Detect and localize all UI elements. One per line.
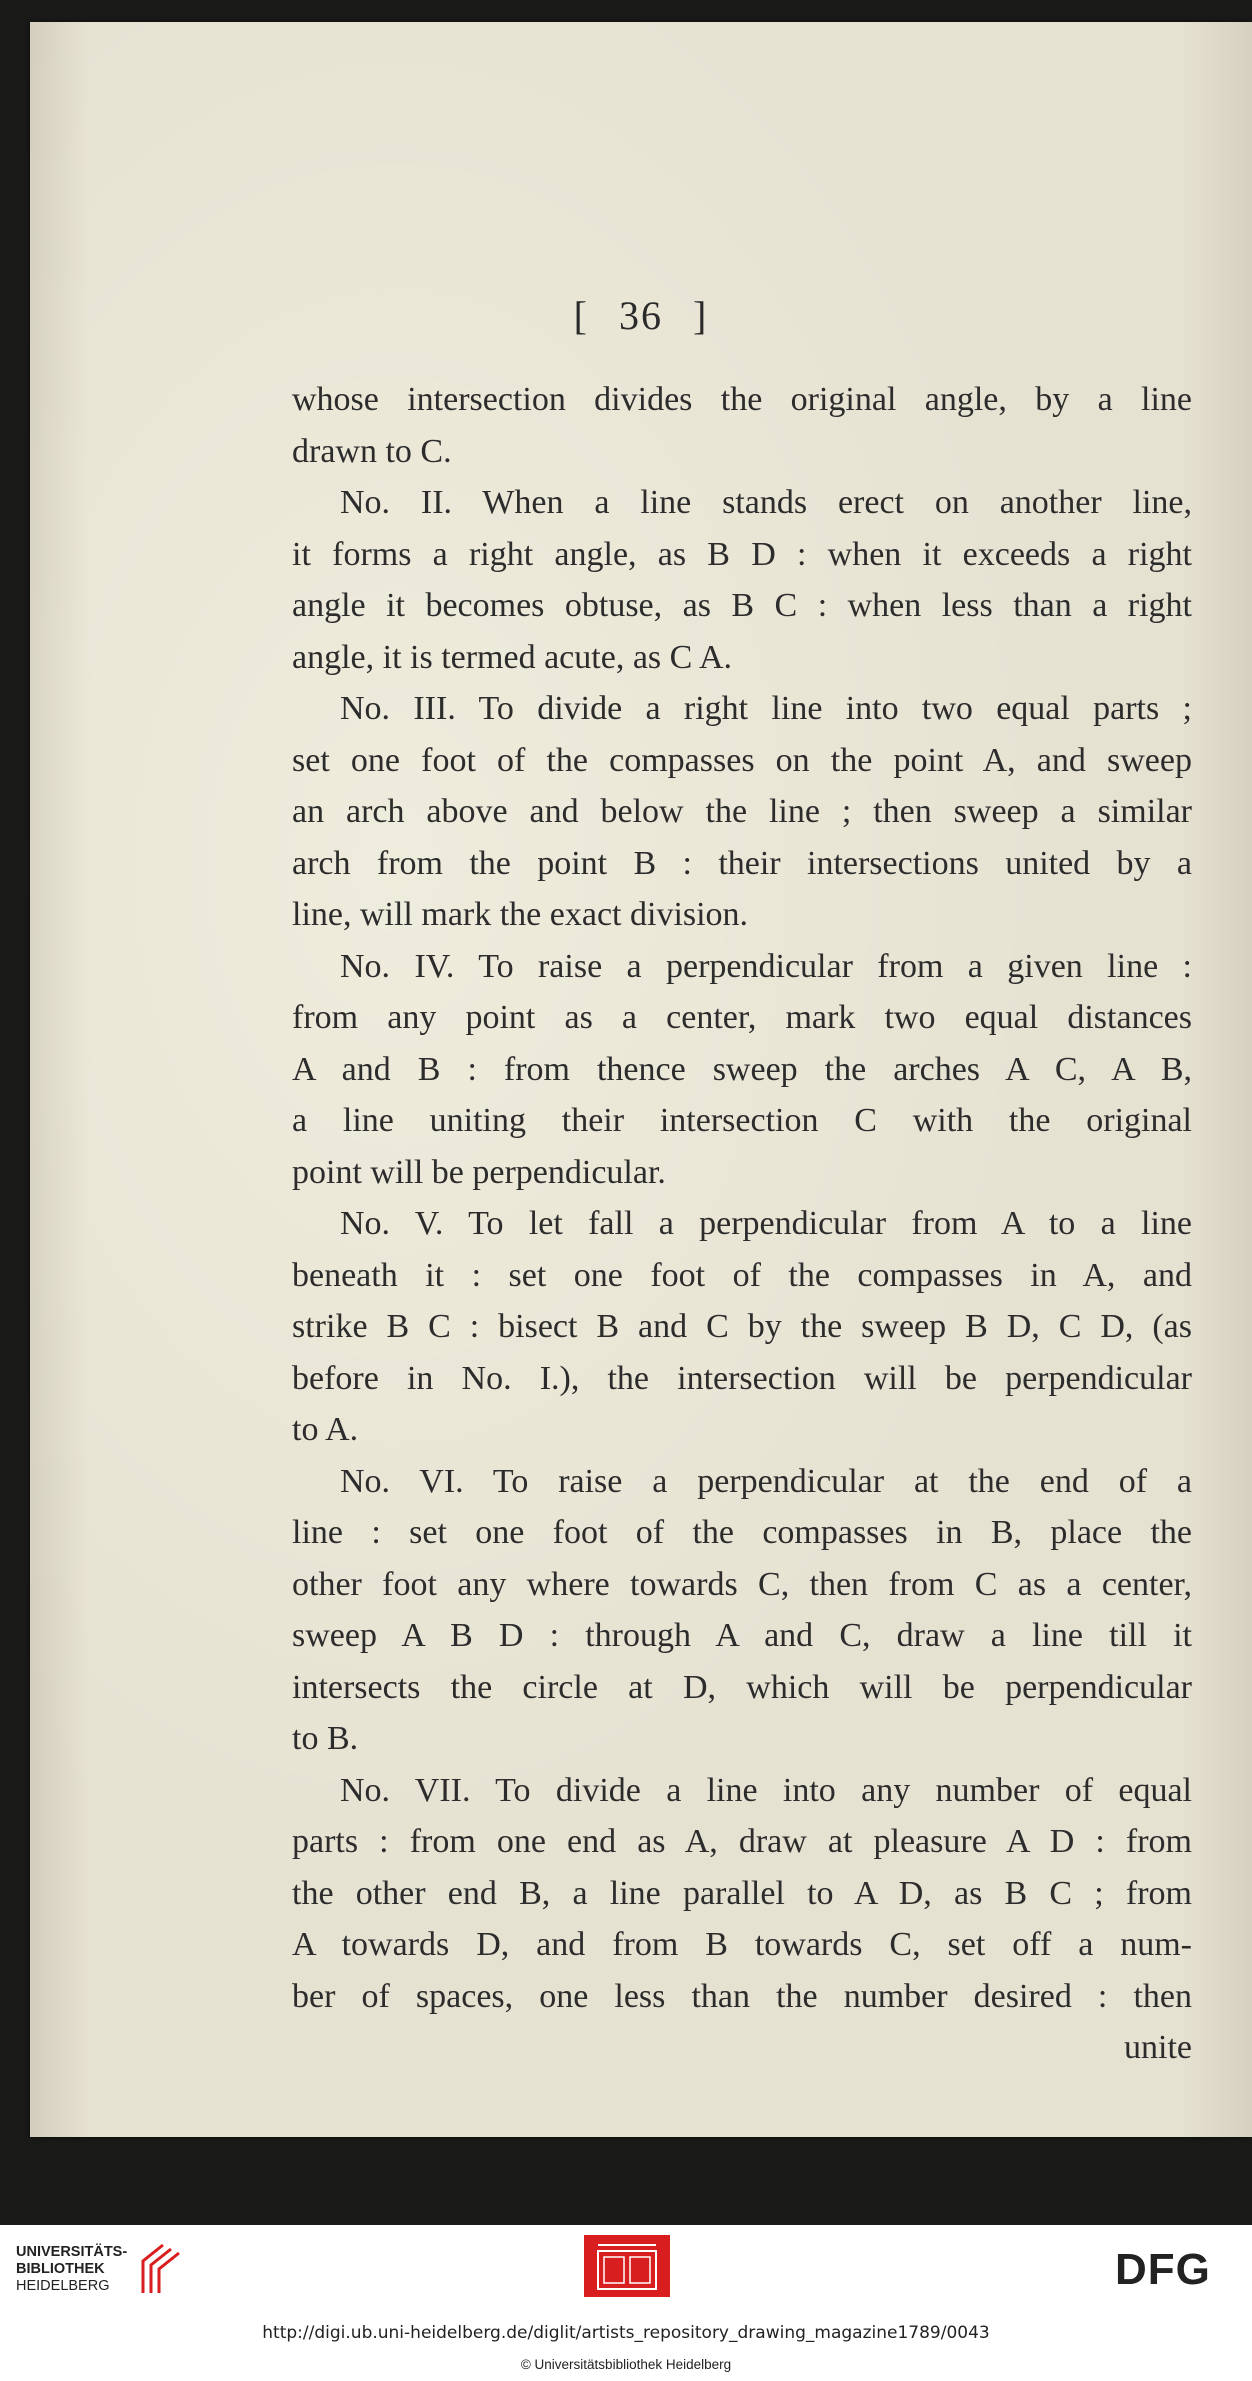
text-line: intersects the circle at D, which will be perpendicular — [292, 1668, 1192, 1706]
text-line: the other end B, a line parallel to A D, as B C ; from — [292, 1874, 1192, 1912]
copyright-notice: © Universitätsbibliothek Heidelberg — [520, 2357, 732, 2372]
text-line: strike B C : bisect B and C by the sweep B D, C D, (as — [292, 1308, 1192, 1345]
library-emblem-icon — [137, 2239, 187, 2299]
text-line: A towards D, and from B towards C, set off a num- — [292, 1926, 1192, 1963]
text-line: No. VII. To divide a line into any number of equal — [340, 1771, 1192, 1809]
catchword: unite — [1124, 2029, 1192, 2066]
text-line: to A. — [292, 1411, 359, 1448]
source-url[interactable]: http://digi.ub.uni-heidelberg.de/diglit/artists_repository_drawing_magazine1789/0043 — [262, 2323, 990, 2343]
library-name-line3: HEIDELBERG — [16, 2277, 110, 2294]
text-line: angle, it is termed acute, as C A. — [292, 638, 732, 676]
text-line: from any point as a center, mark two equal distances — [292, 999, 1192, 1036]
text-line: line : set one foot of the compasses in B, place the — [292, 1514, 1192, 1551]
text-line: before in No. I.), the intersection will be perpendicular — [292, 1359, 1192, 1397]
text-line: No. VI. To raise a perpendicular at the end of a — [340, 1462, 1192, 1500]
text-line: angle it becomes obtuse, as B C : when less than a right — [292, 587, 1192, 624]
footer — [0, 2225, 1252, 2381]
page-text — [292, 374, 1192, 2074]
text-line: sweep A B D : through A and C, draw a line till it — [292, 1617, 1192, 1654]
text-line: beneath it : set one foot of the compasses in A, and — [292, 1256, 1192, 1294]
text-line: No. III. To divide a right line into two equal parts ; — [340, 690, 1192, 727]
text-line: parts : from one end as A, draw at pleasure A D : from — [292, 1823, 1192, 1860]
text-line: A and B : from thence sweep the arches A C, A B, — [292, 1050, 1192, 1088]
text-line: it forms a right angle, as B D : when it exceeds a right — [292, 535, 1192, 573]
text-line: point will be perpendicular. — [292, 1153, 666, 1191]
text-line: a line uniting their intersection C with the original — [292, 1102, 1192, 1139]
library-logo[interactable] — [16, 2239, 187, 2299]
text-line: arch from the point B : their intersections united by a — [292, 844, 1192, 882]
text-line: other foot any where towards C, then from C as a center, — [292, 1565, 1192, 1603]
text-line: whose intersection divides the original angle, by a line — [292, 381, 1192, 418]
text-line: No. II. When a line stands erect on another line, — [340, 484, 1192, 521]
text-line: No. V. To let fall a perpendicular from A to a line — [340, 1205, 1192, 1242]
text-line: line, will mark the exact division. — [292, 896, 749, 933]
text-line: drawn to C. — [292, 432, 452, 470]
library-name-line1: UNIVERSITÄTS- — [16, 2243, 128, 2260]
digitization-emblem-icon[interactable] — [584, 2235, 670, 2297]
page-number: [ 36 ] — [573, 293, 709, 338]
text-line: to B. — [292, 1720, 359, 1757]
text-line: set one foot of the compasses on the point A, and sweep — [292, 741, 1192, 779]
library-name-line2: BIBLIOTHEK — [16, 2260, 105, 2277]
book-page — [30, 22, 1252, 2137]
text-line: ber of spaces, one less than the number desired : then — [292, 1977, 1192, 2015]
text-line: No. IV. To raise a perpendicular from a given line : — [340, 947, 1192, 985]
dfg-logo[interactable]: DFG — [1115, 2245, 1211, 2294]
text-line: an arch above and below the line ; then sweep a similar — [292, 793, 1192, 830]
